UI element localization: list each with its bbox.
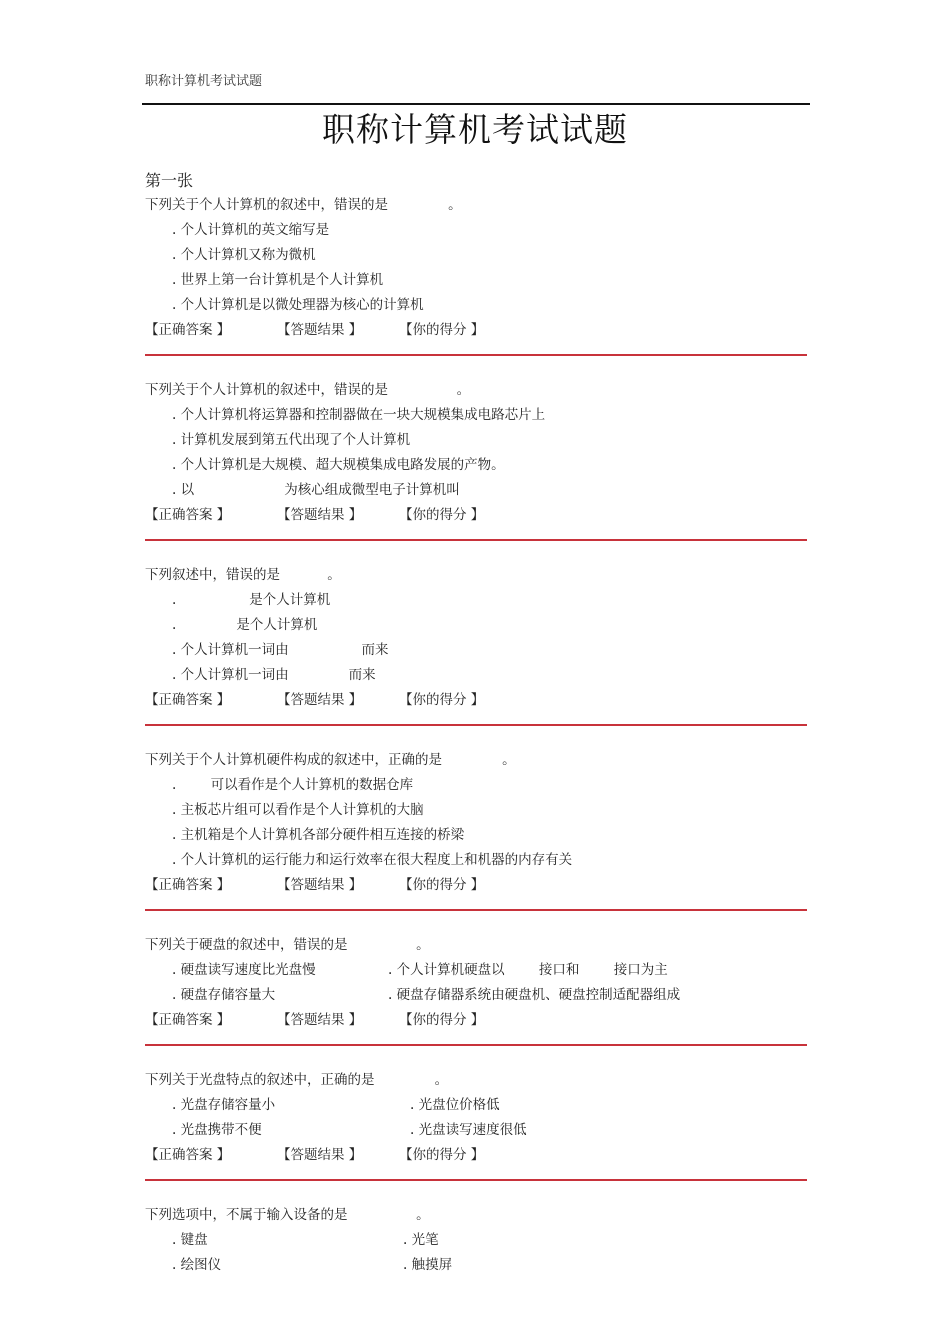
- question-text: 下列选项中，不属于输入设备的是 。: [145, 1207, 430, 1223]
- option-row: [145, 798, 807, 823]
- answer-row: [145, 873, 807, 898]
- spacer: [145, 1046, 807, 1068]
- option-row: [145, 588, 807, 613]
- your-score-label: 【你的得分 】: [399, 1012, 485, 1028]
- answer-option: . 绘图仪: [172, 1257, 222, 1273]
- question-block: [145, 933, 807, 1068]
- spacer: [145, 713, 807, 724]
- option-row: [145, 823, 807, 848]
- question-list: [145, 193, 807, 1278]
- answer-result-label: 【答题结果 】: [277, 692, 363, 708]
- option-row: [145, 218, 807, 243]
- correct-answer-label: 【正确答案 】: [145, 877, 231, 893]
- running-header: 职称计算机考试试题: [145, 74, 263, 89]
- option-row: [145, 638, 807, 663]
- spacer: [145, 1168, 807, 1179]
- answer-result-label: 【答题结果 】: [277, 1012, 363, 1028]
- option-row: [145, 848, 807, 873]
- answer-option: . 硬盘存储容量大: [172, 987, 276, 1003]
- answer-option: . 光盘携带不便: [172, 1122, 262, 1138]
- your-score-label: 【你的得分 】: [399, 877, 485, 893]
- answer-option: . 光盘读写速度很低: [410, 1122, 527, 1138]
- option-row: [145, 1228, 807, 1253]
- spacer: [145, 541, 807, 563]
- question-block: [145, 748, 807, 933]
- answer-result-label: 【答题结果 】: [277, 1147, 363, 1163]
- answer-option: . 个人计算机将运算器和控制器做在一块大规模集成电路芯片上: [172, 407, 546, 423]
- answer-option: . 个人计算机是以微处理器为核心的计算机: [172, 297, 424, 313]
- answer-option: . 个人计算机的英文缩写是: [172, 222, 330, 238]
- question-block: [145, 1068, 807, 1203]
- answer-option: . 个人计算机的运行能力和运行效率在很大程度上和机器的内存有关: [172, 852, 573, 868]
- your-score-label: 【你的得分 】: [399, 692, 485, 708]
- question-block: [145, 193, 807, 378]
- answer-option: . 光盘存储容量小: [172, 1097, 276, 1113]
- answer-result-label: 【答题结果 】: [277, 877, 363, 893]
- answer-option: . 硬盘读写速度比光盘慢: [172, 962, 316, 978]
- spacer: [145, 898, 807, 909]
- answer-row: [145, 318, 807, 343]
- answer-option: . 个人计算机是大规模、超大规模集成电路发展的产物。: [172, 457, 505, 473]
- option-row: [145, 243, 807, 268]
- question-text: 下列关于个人计算机硬件构成的叙述中，正确的是 。: [145, 752, 516, 768]
- correct-answer-label: 【正确答案 】: [145, 507, 231, 523]
- option-row: [145, 613, 807, 638]
- spacer: [145, 528, 807, 539]
- answer-row: [145, 503, 807, 528]
- option-row: [145, 663, 807, 688]
- option-row: [145, 1118, 807, 1143]
- option-row: [145, 478, 807, 503]
- option-row: [145, 403, 807, 428]
- answer-option: . 键盘: [172, 1232, 208, 1248]
- option-row: [145, 268, 807, 293]
- answer-option: . 是个人计算机: [172, 592, 331, 608]
- answer-option: . 硬盘存储器系统由硬盘机、硬盘控制适配器组成: [388, 987, 681, 1003]
- spacer: [145, 726, 807, 748]
- your-score-label: 【你的得分 】: [399, 507, 485, 523]
- document-title: 职称计算机考试试题: [322, 110, 628, 149]
- question-text: 下列关于硬盘的叙述中，错误的是 。: [145, 937, 430, 953]
- question-text: 下列关于个人计算机的叙述中，错误的是 。: [145, 382, 471, 398]
- correct-answer-label: 【正确答案 】: [145, 322, 231, 338]
- option-row: [145, 1253, 807, 1278]
- section-title: 第一张: [145, 171, 194, 190]
- option-row: [145, 958, 807, 983]
- your-score-label: 【你的得分 】: [399, 322, 485, 338]
- your-score-label: 【你的得分 】: [399, 1147, 485, 1163]
- question-text: 下列关于光盘特点的叙述中，正确的是 。: [145, 1072, 449, 1088]
- correct-answer-label: 【正确答案 】: [145, 1012, 231, 1028]
- answer-option: . 个人计算机硬盘以 接口和 接口为主: [388, 962, 668, 978]
- answer-option: . 可以看作是个人计算机的数据仓库: [172, 777, 414, 793]
- answer-row: [145, 1143, 807, 1168]
- spacer: [145, 343, 807, 354]
- answer-option: . 是个人计算机: [172, 617, 318, 633]
- answer-row: [145, 688, 807, 713]
- answer-result-label: 【答题结果 】: [277, 322, 363, 338]
- spacer: [145, 1033, 807, 1044]
- question-block: [145, 378, 807, 563]
- answer-option: . 以 为核心组成微型电子计算机叫: [172, 482, 460, 498]
- option-row: [145, 1093, 807, 1118]
- spacer: [145, 356, 807, 378]
- answer-option: . 个人计算机一词由 而来: [172, 667, 376, 683]
- answer-option: . 个人计算机又称为微机: [172, 247, 316, 263]
- answer-row: [145, 1008, 807, 1033]
- answer-option: . 触摸屏: [403, 1257, 453, 1273]
- answer-option: . 个人计算机一词由 而来: [172, 642, 389, 658]
- answer-option: . 主机箱是个人计算机各部分硬件相互连接的桥梁: [172, 827, 465, 843]
- option-row: [145, 428, 807, 453]
- answer-result-label: 【答题结果 】: [277, 507, 363, 523]
- answer-option: . 光笔: [403, 1232, 439, 1248]
- answer-option: . 主板芯片组可以看作是个人计算机的大脑: [172, 802, 424, 818]
- option-row: [145, 453, 807, 478]
- question-block: [145, 1203, 807, 1278]
- option-row: [145, 293, 807, 318]
- question-text: 下列关于个人计算机的叙述中，错误的是 。: [145, 197, 462, 213]
- question-text: 下列叙述中，错误的是 。: [145, 567, 341, 583]
- answer-option: . 计算机发展到第五代出现了个人计算机: [172, 432, 411, 448]
- correct-answer-label: 【正确答案 】: [145, 1147, 231, 1163]
- option-row: [145, 773, 807, 798]
- answer-option: . 光盘位价格低: [410, 1097, 500, 1113]
- correct-answer-label: 【正确答案 】: [145, 692, 231, 708]
- spacer: [145, 911, 807, 933]
- question-block: [145, 563, 807, 748]
- spacer: [145, 1181, 807, 1203]
- answer-option: . 世界上第一台计算机是个人计算机: [172, 272, 384, 288]
- option-row: [145, 983, 807, 1008]
